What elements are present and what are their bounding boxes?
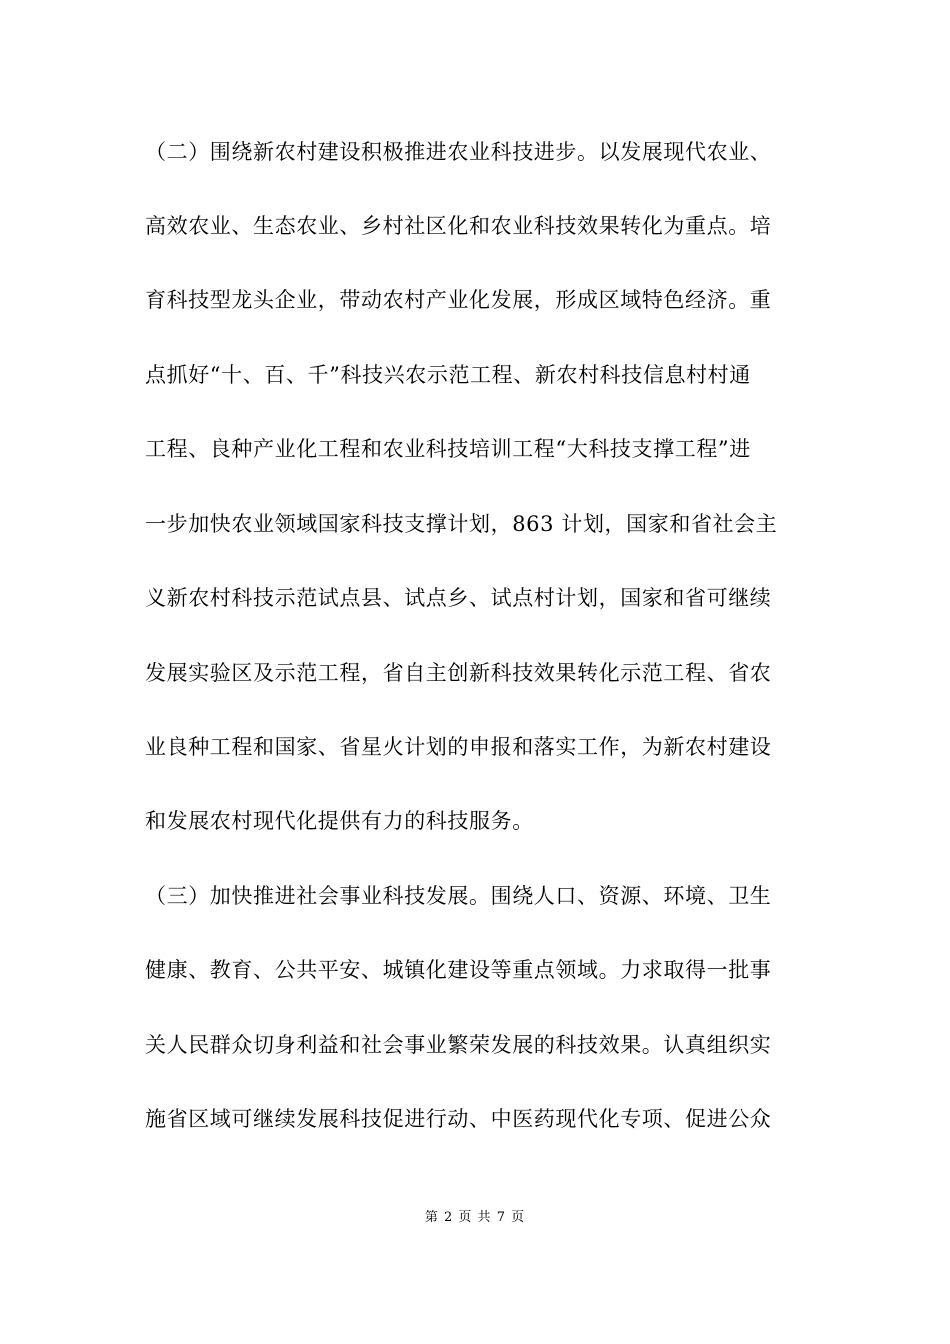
paragraph-line-9: 业良种工程和国家、省星火计划的申报和落实工作，为新农村建设 [145, 735, 772, 759]
paragraph-line-2: 高效农业、生态农业、乡村社区化和农业科技效果转化为重点。培 [145, 214, 772, 238]
page-number-footer: 第 2 页 共 7 页 [424, 1210, 526, 1225]
paragraph-line-10: 和发展农村现代化提供有力的科技服务。 [145, 809, 534, 833]
paragraph-line-12: 健康、教育、公共平安、城镇化建设等重点领域。力求取得一批事 [145, 958, 772, 982]
paragraph-line-1: （二）围绕新农村建设积极推进农业科技进步。以发展现代农业、 [145, 140, 772, 164]
paragraph-line-8: 发展实验区及示范工程，省自主创新科技效果转化示范工程、省农 [145, 661, 772, 685]
paragraph-line-6: 一步加快农业领域国家科技支撑计划，863 计划，国家和省社会主 [145, 512, 778, 536]
paragraph-line-4: 点抓好“十、百、千”科技兴农示范工程、新农村科技信息村村通 [145, 363, 751, 387]
paragraph-line-13: 关人民群众切身利益和社会事业繁荣发展的科技效果。认真组织实 [145, 1033, 772, 1057]
paragraph-line-11: （三）加快推进社会事业科技发展。围绕人口、资源、环境、卫生 [145, 884, 772, 908]
paragraph-line-5: 工程、良种产业化工程和农业科技培训工程“大科技支撑工程”进 [145, 437, 751, 461]
paragraph-line-14: 施省区域可继续发展科技促进行动、中医药现代化专项、促进公众 [145, 1107, 772, 1131]
paragraph-line-3: 育科技型龙头企业，带动农村产业化发展，形成区域特色经济。重 [145, 288, 772, 312]
paragraph-line-7: 义新农村科技示范试点县、试点乡、试点村计划，国家和省可继续 [145, 586, 772, 610]
